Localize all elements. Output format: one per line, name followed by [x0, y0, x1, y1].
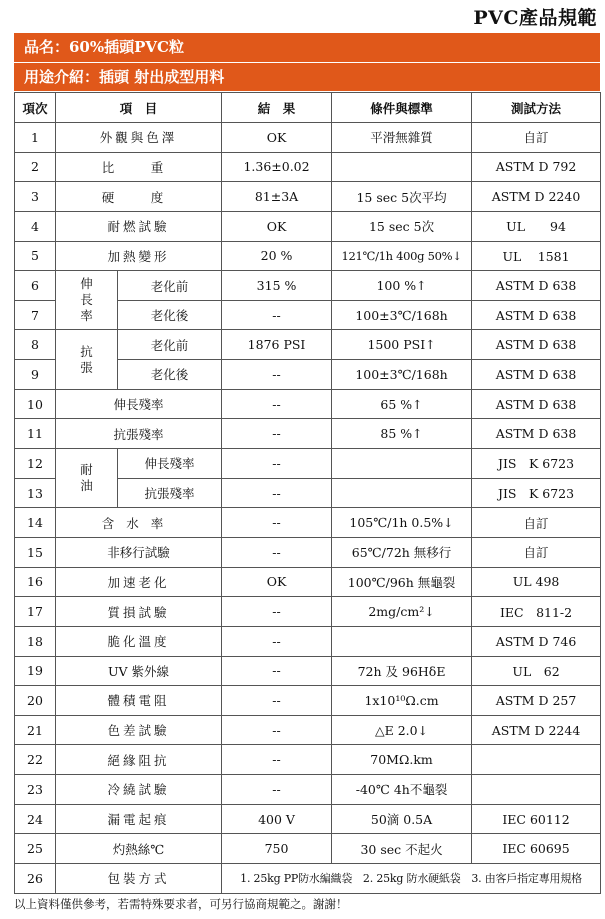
row-item: 老化後	[118, 360, 222, 390]
row-no: 19	[15, 656, 56, 686]
footer-note: 以上資料僅供參考，若需特殊要求者，可另行協商規範之。謝謝！	[14, 897, 348, 911]
row-item: 伸長殘率	[56, 389, 222, 419]
row-result: --	[222, 419, 332, 449]
row-condition: 65 %↑	[332, 389, 472, 419]
row-result: 315 %	[222, 271, 332, 301]
table-row	[15, 330, 601, 360]
row-condition: -40℃ 4h不龜裂	[332, 775, 472, 805]
row-no: 2	[15, 152, 56, 182]
table-row	[15, 626, 601, 656]
row-condition: 30 sec 不起火	[332, 834, 472, 864]
table-header-row	[15, 93, 601, 123]
row-item: 外觀與色澤	[56, 123, 222, 153]
row-condition: 65℃/72h 無移行	[332, 537, 472, 567]
row-no: 15	[15, 537, 56, 567]
row-condition: 平滑無雜質	[332, 123, 472, 153]
row-no: 6	[15, 271, 56, 301]
row-method: UL 498	[472, 567, 601, 597]
row-condition	[332, 152, 472, 182]
row-item: 伸長殘率	[118, 449, 222, 479]
table-row	[15, 241, 601, 271]
row-condition: 2mg/cm²↓	[332, 597, 472, 627]
row-item: 硬 度	[56, 182, 222, 212]
row-item: 老化前	[118, 271, 222, 301]
row-method: ASTM D 638	[472, 330, 601, 360]
row-condition: △E 2.0↓	[332, 715, 472, 745]
row-item: 含水率	[56, 508, 222, 538]
row-result: --	[222, 686, 332, 716]
row-result: 750	[222, 834, 332, 864]
row-condition	[332, 626, 472, 656]
header-condition: 條件與標準	[332, 93, 472, 123]
row-item: 耐燃試驗	[56, 211, 222, 241]
table-row	[15, 567, 601, 597]
row-no: 16	[15, 567, 56, 597]
row-item: 加熱變形	[56, 241, 222, 271]
row-result: 400 V	[222, 804, 332, 834]
group-label-tensile: 抗 張	[56, 330, 118, 389]
row-item: 色差試驗	[56, 715, 222, 745]
row-method: 自訂	[472, 537, 601, 567]
row-method: ASTM D 638	[472, 389, 601, 419]
row-result: --	[222, 360, 332, 390]
table-row	[15, 389, 601, 419]
table-row	[15, 537, 601, 567]
row-no: 11	[15, 419, 56, 449]
row-condition: 15 sec 5次平均	[332, 182, 472, 212]
row-no: 7	[15, 300, 56, 330]
table-row	[15, 804, 601, 834]
row-no: 12	[15, 449, 56, 479]
row-method: ASTM D 638	[472, 419, 601, 449]
table-row	[15, 271, 601, 301]
row-condition: 15 sec 5次	[332, 211, 472, 241]
row-item: 老化前	[118, 330, 222, 360]
table-row	[15, 182, 601, 212]
usage-banner: 用途介紹：插頭 射出成型用料	[14, 62, 600, 91]
header-result: 結 果	[222, 93, 332, 123]
row-condition: 100 %↑	[332, 271, 472, 301]
row-item: 包裝方式	[56, 864, 222, 894]
row-method: 自訂	[472, 123, 601, 153]
row-item: 抗張殘率	[118, 478, 222, 508]
row-method: UL 1581	[472, 241, 601, 271]
row-item: 質損試驗	[56, 597, 222, 627]
row-method: IEC 811-2	[472, 597, 601, 627]
row-result: 20 %	[222, 241, 332, 271]
group-label-elongation: 伸 長 率	[56, 271, 118, 330]
row-condition	[332, 478, 472, 508]
product-name-banner: 品名：60%插頭PVC粒	[14, 33, 600, 62]
row-condition: 1500 PSI↑	[332, 330, 472, 360]
row-item: 加速老化	[56, 567, 222, 597]
row-condition: 50滴 0.5A	[332, 804, 472, 834]
row-item: 體積電阻	[56, 686, 222, 716]
row-condition: 121℃/1h 400g 50%↓	[332, 241, 472, 271]
table-row	[15, 123, 601, 153]
table-row	[15, 686, 601, 716]
row-method	[472, 745, 601, 775]
row-no: 8	[15, 330, 56, 360]
row-result: --	[222, 389, 332, 419]
row-no: 9	[15, 360, 56, 390]
row-condition: 105℃/1h 0.5%↓	[332, 508, 472, 538]
row-result: --	[222, 626, 332, 656]
table-row	[15, 508, 601, 538]
row-method	[472, 775, 601, 805]
row-no: 24	[15, 804, 56, 834]
row-condition: 100±3℃/168h	[332, 300, 472, 330]
row-method: IEC 60112	[472, 804, 601, 834]
table-row	[15, 597, 601, 627]
row-result: 1.36±0.02	[222, 152, 332, 182]
row-method: 自訂	[472, 508, 601, 538]
row-method: ASTM D 746	[472, 626, 601, 656]
row-no: 10	[15, 389, 56, 419]
row-item: 冷繞試驗	[56, 775, 222, 805]
row-item: UV 紫外線	[56, 656, 222, 686]
row-no: 21	[15, 715, 56, 745]
row-no: 5	[15, 241, 56, 271]
row-result: --	[222, 656, 332, 686]
document-title: PVC產品規範	[473, 7, 597, 29]
table-row	[15, 656, 601, 686]
row-result: --	[222, 745, 332, 775]
row-result: 81±3A	[222, 182, 332, 212]
table-row	[15, 211, 601, 241]
row-condition: 1x10¹⁰Ω.cm	[332, 686, 472, 716]
row-result: 1876 PSI	[222, 330, 332, 360]
row-method: JIS K 6723	[472, 449, 601, 479]
row-method: JIS K 6723	[472, 478, 601, 508]
row-item: 抗張殘率	[56, 419, 222, 449]
row-method: UL 62	[472, 656, 601, 686]
row-item: 老化後	[118, 300, 222, 330]
row-method: UL 94	[472, 211, 601, 241]
packaging-options: 1. 25kg PP防水編織袋 2. 25kg 防水硬紙袋 3. 由客戶指定專用規格	[222, 864, 601, 894]
row-no: 3	[15, 182, 56, 212]
row-no: 4	[15, 211, 56, 241]
row-item: 比 重	[56, 152, 222, 182]
row-no: 22	[15, 745, 56, 775]
row-condition: 100±3℃/168h	[332, 360, 472, 390]
row-no: 18	[15, 626, 56, 656]
row-result: --	[222, 597, 332, 627]
row-method: ASTM D 2244	[472, 715, 601, 745]
row-result: --	[222, 715, 332, 745]
group-label-oil: 耐 油	[56, 449, 118, 508]
row-item: 脆化溫度	[56, 626, 222, 656]
header-no: 項次	[15, 93, 56, 123]
row-no: 17	[15, 597, 56, 627]
row-result: OK	[222, 123, 332, 153]
row-no: 20	[15, 686, 56, 716]
row-method: ASTM D 638	[472, 360, 601, 390]
row-condition: 85 %↑	[332, 419, 472, 449]
table-row	[15, 745, 601, 775]
row-result: --	[222, 775, 332, 805]
table-row	[15, 834, 601, 864]
row-method: ASTM D 638	[472, 300, 601, 330]
row-item: 非移行試驗	[56, 537, 222, 567]
row-no: 13	[15, 478, 56, 508]
row-no: 1	[15, 123, 56, 153]
row-result: --	[222, 300, 332, 330]
row-method: ASTM D 2240	[472, 182, 601, 212]
table-row	[15, 449, 601, 479]
row-no: 14	[15, 508, 56, 538]
row-result: --	[222, 537, 332, 567]
row-method: ASTM D 257	[472, 686, 601, 716]
header-item: 項 目	[56, 93, 222, 123]
row-method: ASTM D 638	[472, 271, 601, 301]
row-condition: 72h 及 96HδE	[332, 656, 472, 686]
row-item: 漏電起痕	[56, 804, 222, 834]
row-result: --	[222, 478, 332, 508]
spec-table	[14, 92, 601, 894]
table-row	[15, 152, 601, 182]
table-row	[15, 419, 601, 449]
row-condition: 70MΩ.km	[332, 745, 472, 775]
table-row	[15, 775, 601, 805]
table-row	[15, 864, 601, 894]
row-item: 灼熱絲℃	[56, 834, 222, 864]
row-result: OK	[222, 211, 332, 241]
header-method: 測試方法	[472, 93, 601, 123]
row-item: 絕緣阻抗	[56, 745, 222, 775]
row-method: ASTM D 792	[472, 152, 601, 182]
row-no: 23	[15, 775, 56, 805]
row-no: 26	[15, 864, 56, 894]
table-row	[15, 715, 601, 745]
row-condition	[332, 449, 472, 479]
row-method: IEC 60695	[472, 834, 601, 864]
row-result: OK	[222, 567, 332, 597]
row-result: --	[222, 508, 332, 538]
row-condition: 100℃/96h 無龜裂	[332, 567, 472, 597]
row-no: 25	[15, 834, 56, 864]
row-result: --	[222, 449, 332, 479]
